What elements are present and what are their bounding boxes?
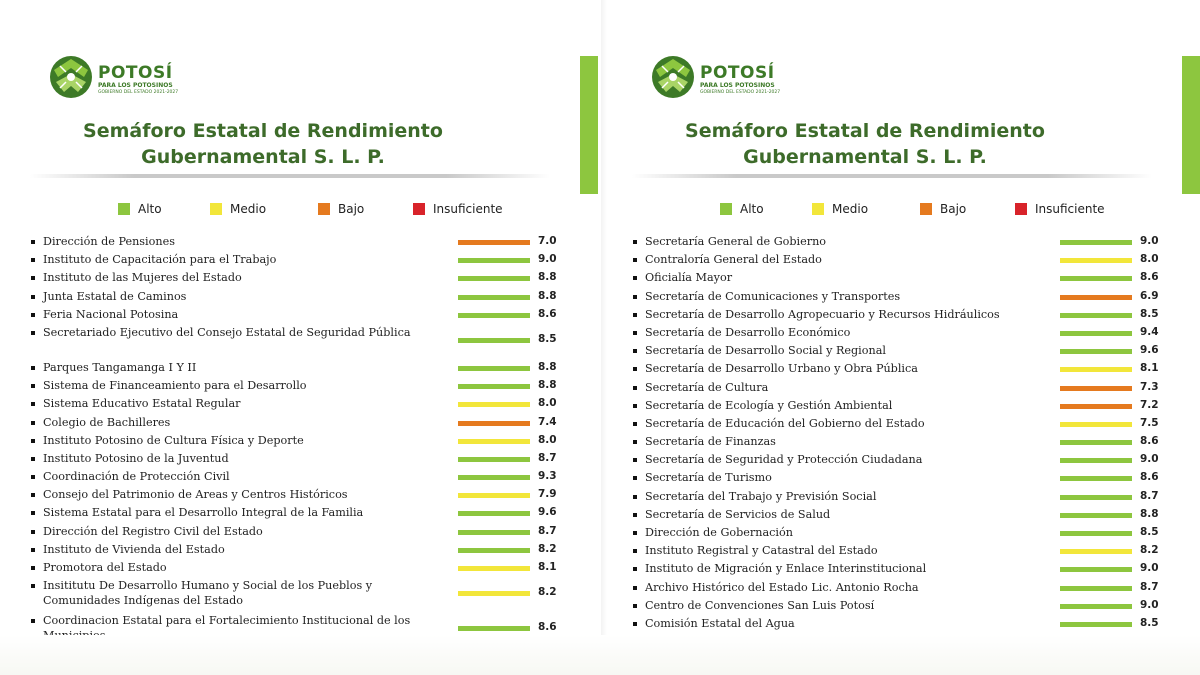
bullet-icon (633, 313, 637, 317)
dependency-list-right (630, 235, 1170, 635)
score-value: 9.6 (1140, 344, 1159, 357)
list-item (630, 435, 1170, 453)
potosi-mosaic-logo (48, 54, 94, 100)
item-name: Junta Estatal de Caminos (43, 289, 187, 303)
score-value: 8.8 (538, 360, 557, 373)
bullet-icon (31, 240, 35, 244)
score-bar-alto (458, 457, 530, 462)
item-name: Dirección de Pensiones (43, 235, 175, 248)
legend-swatch-bajo (318, 203, 330, 215)
score-value: 9.0 (538, 253, 557, 266)
score-value: 8.0 (1140, 253, 1159, 266)
score-bar-alto (458, 338, 530, 343)
bullet-icon (633, 404, 637, 408)
title-line-2: Gubernamental S. L. P. (743, 146, 987, 168)
score-value: 7.2 (1140, 398, 1159, 411)
score-bar-medio (1060, 549, 1132, 554)
score-bar-bajo (1060, 386, 1132, 391)
bullet-icon (633, 586, 637, 590)
list-item (630, 508, 1170, 526)
list-item (28, 488, 568, 506)
score-bar-medio (458, 566, 530, 571)
item-name: Sistema de Financeamiento para el Desarrollo (43, 379, 307, 393)
score-bar-alto (1060, 567, 1132, 572)
list-item (630, 308, 1170, 326)
item-name: Instituto Potosino de Cultura Física y Deporte (43, 433, 304, 447)
legend-swatch-insuficiente (413, 203, 425, 215)
brand-name: POTOSÍ (700, 63, 775, 83)
score-bar-alto (458, 295, 530, 300)
bullet-icon (31, 566, 35, 570)
list-item (28, 434, 568, 452)
score-value: 8.6 (1140, 471, 1159, 484)
bullet-icon (633, 476, 637, 480)
page-title (48, 118, 478, 170)
item-name: Consejo del Patrimonio de Areas y Centros Históricos (43, 488, 348, 502)
list-item (28, 290, 568, 308)
item-name: Secretaría de Seguridad y Protección Ciudadana (645, 453, 923, 467)
bullet-icon (633, 440, 637, 444)
score-bar-alto (458, 313, 530, 318)
panel-divider (601, 0, 607, 675)
bullet-icon (31, 258, 35, 262)
score-bar-alto (458, 258, 530, 263)
item-name: Secretaría de Educación del Gobierno del Estado (645, 416, 925, 430)
list-item (28, 561, 568, 579)
list-item (630, 453, 1170, 471)
item-name: Secretaría de Cultura (645, 380, 769, 394)
list-item (28, 416, 568, 434)
score-bar-bajo (458, 240, 530, 245)
bullet-icon (633, 604, 637, 608)
bullet-icon (31, 457, 35, 461)
brand-subline: GOBIERNO DEL ESTADO 2021-2027 (98, 90, 179, 95)
title-line-1: Semáforo Estatal de Rendimiento (685, 120, 1045, 142)
legend-swatch-insuficiente (1015, 203, 1027, 215)
bottom-fade (0, 635, 1200, 675)
list-item (28, 506, 568, 524)
list-item (630, 271, 1170, 289)
bullet-icon (633, 386, 637, 390)
legend-label: Medio (832, 202, 869, 216)
item-name: Instituto Registral y Catastral del Estado (645, 544, 878, 558)
item-name: Dirección del Registro Civil del Estado (43, 524, 263, 538)
score-value: 7.3 (1140, 380, 1159, 393)
bullet-icon (633, 295, 637, 299)
bullet-icon (31, 619, 35, 623)
score-bar-medio (458, 493, 530, 498)
item-name: Contraloría General del Estado (645, 253, 822, 267)
bullet-icon (633, 495, 637, 499)
list-item (630, 490, 1170, 508)
item-name: Coordinacion Estatal para el Fortalecimiento Institucional de los (43, 614, 411, 628)
list-item (28, 271, 568, 289)
item-name: Secretariado Ejecutivo del Consejo Estatal de Seguridad Pública (43, 325, 411, 339)
bullet-icon (31, 421, 35, 425)
score-bar-bajo (1060, 404, 1132, 409)
legend-label: Bajo (338, 202, 365, 216)
item-name: Instituto de Vivienda del Estado (43, 542, 225, 556)
score-bar-alto (1060, 513, 1132, 518)
item-name: Secretaría del Trabajo y Previsión Social (645, 489, 877, 503)
item-name: Secretaría de Comunicaciones y Transportes (645, 289, 901, 303)
list-item (630, 253, 1170, 271)
score-value: 7.9 (538, 488, 557, 501)
list-item (630, 326, 1170, 344)
bullet-icon (633, 331, 637, 335)
potosi-mosaic-logo (650, 54, 696, 100)
score-bar-alto (1060, 331, 1132, 336)
bullet-icon (31, 584, 35, 588)
score-value: 8.0 (538, 433, 557, 446)
list-item (630, 471, 1170, 489)
score-bar-alto (1060, 240, 1132, 245)
list-item (28, 470, 568, 488)
bullet-icon (633, 276, 637, 280)
score-bar-bajo (458, 421, 530, 426)
bullet-icon (31, 511, 35, 515)
item-name: Secretaría de Desarrollo Económico (645, 325, 851, 339)
bullet-icon (633, 567, 637, 571)
bullet-icon (633, 258, 637, 262)
score-bar-alto (1060, 476, 1132, 481)
legend-item-insuficiente (1015, 202, 1105, 216)
item-name: Instituto Potosino de la Juventud (43, 451, 229, 465)
bullet-icon (633, 349, 637, 353)
bullet-icon (31, 295, 35, 299)
item-name: Instituto de Migración y Enlace Interinstitucional (645, 562, 927, 576)
score-bar-alto (458, 626, 530, 631)
legend-swatch-alto (720, 203, 732, 215)
item-name: Secretaría de Turismo (645, 471, 772, 485)
legend-swatch-bajo (920, 203, 932, 215)
list-item (630, 362, 1170, 380)
score-bar-alto (1060, 586, 1132, 591)
green-accent-stripe (580, 56, 598, 194)
list-item (28, 361, 568, 379)
score-bar-alto (458, 475, 530, 480)
list-item (630, 581, 1170, 599)
item-name: Secretaría de Desarrollo Social y Regional (645, 344, 886, 358)
legend-label: Insuficiente (433, 202, 503, 216)
legend-label: Alto (138, 202, 162, 216)
bullet-icon (633, 458, 637, 462)
item-name: Colegio de Bachilleres (43, 415, 171, 429)
title-line-1: Semáforo Estatal de Rendimiento (83, 120, 443, 142)
item-name: Secretaría de Servicios de Salud (645, 507, 831, 521)
score-bar-alto (1060, 604, 1132, 609)
legend-swatch-medio (812, 203, 824, 215)
score-value: 9.0 (1140, 235, 1159, 247)
legend-item-bajo (920, 202, 966, 216)
list-item (630, 544, 1170, 562)
score-bar-alto (458, 511, 530, 516)
score-value: 8.7 (1140, 580, 1159, 593)
item-name: Oficialía Mayor (645, 271, 733, 285)
score-bar-alto (458, 384, 530, 389)
score-value: 9.4 (1140, 325, 1159, 338)
brand-tagline: PARA LOS POTOSINOS (98, 82, 173, 89)
score-bar-alto (1060, 458, 1132, 463)
item-name: Coordinación de Protección Civil (43, 470, 230, 484)
bullet-icon (31, 439, 35, 443)
score-bar-medio (458, 402, 530, 407)
score-value: 8.8 (538, 289, 557, 302)
bullet-icon (633, 367, 637, 371)
legend-swatch-medio (210, 203, 222, 215)
bullet-icon (31, 475, 35, 479)
score-value: 8.2 (1140, 544, 1159, 557)
list-item (28, 525, 568, 543)
list-item (28, 308, 568, 326)
legend-item-insuficiente (413, 202, 503, 216)
score-bar-alto (1060, 313, 1132, 318)
score-bar-alto (1060, 440, 1132, 445)
bullet-icon (31, 493, 35, 497)
green-accent-stripe (1182, 56, 1200, 194)
item-name: Secretaría de Desarrollo Urbano y Obra Pública (645, 362, 918, 376)
score-value: 8.2 (538, 542, 557, 555)
score-bar-medio (458, 591, 530, 596)
bullet-icon (633, 549, 637, 553)
score-value: 9.3 (538, 470, 557, 483)
right-panel (610, 40, 1200, 640)
list-item (28, 543, 568, 561)
score-value: 8.7 (1140, 489, 1159, 502)
score-value: 8.6 (538, 307, 557, 320)
score-value: 9.6 (538, 506, 557, 519)
item-name: Centro de Convenciones San Luis Potosí (645, 598, 875, 612)
score-bar-alto (1060, 276, 1132, 281)
score-value: 8.5 (1140, 616, 1159, 629)
bullet-icon (31, 276, 35, 280)
brand-block (700, 64, 780, 96)
score-value: 8.8 (1140, 507, 1159, 520)
score-value: 8.5 (1140, 307, 1159, 320)
score-value: 8.1 (1140, 362, 1159, 375)
list-item (28, 379, 568, 397)
score-value: 9.0 (1140, 598, 1159, 611)
list-item (630, 617, 1170, 635)
title-line-2: Gubernamental S. L. P. (141, 146, 385, 168)
header-divider (30, 174, 550, 178)
score-bar-alto (458, 530, 530, 535)
score-value: 9.0 (1140, 562, 1159, 575)
item-name: Comisión Estatal del Agua (645, 616, 795, 630)
bullet-icon (31, 384, 35, 388)
item-name: Dirección de Gobernación (645, 526, 793, 539)
bullet-icon (31, 366, 35, 370)
score-bar-alto (458, 366, 530, 371)
item-name: Insititutu De Desarrollo Humano y Social de los Pueblos y Comunidades Indígenas del Estado (43, 579, 373, 607)
score-bar-alto (1060, 531, 1132, 536)
list-item (28, 326, 568, 361)
list-item (28, 397, 568, 415)
score-value: 7.5 (1140, 416, 1159, 429)
score-value: 7.0 (538, 235, 557, 247)
legend-label: Bajo (940, 202, 967, 216)
score-bar-alto (1060, 622, 1132, 627)
score-value: 8.0 (538, 397, 557, 410)
legend-label: Medio (230, 202, 267, 216)
score-value: 8.7 (538, 524, 557, 537)
page-title (650, 118, 1080, 170)
bullet-icon (31, 313, 35, 317)
bullet-icon (633, 513, 637, 517)
score-value: 8.6 (1140, 435, 1159, 448)
score-bar-medio (1060, 367, 1132, 372)
score-value: 6.9 (1140, 289, 1159, 302)
bullet-icon (31, 530, 35, 534)
item-name: Secretaría de Finanzas (645, 435, 776, 449)
legend-item-medio (210, 202, 266, 216)
item-name: Secretaría de Desarrollo Agropecuario y Recursos Hidráulicos (645, 307, 1000, 321)
item-name: Secretaría de Ecología y Gestión Ambiental (645, 398, 893, 412)
list-item (28, 235, 568, 253)
score-bar-medio (1060, 258, 1132, 263)
score-value: 8.8 (538, 271, 557, 284)
legend-item-alto (720, 202, 764, 216)
legend (720, 202, 1140, 218)
list-item (630, 290, 1170, 308)
bullet-icon (31, 402, 35, 406)
list-item (28, 452, 568, 470)
brand-block (98, 64, 178, 96)
bullet-icon (31, 331, 35, 335)
score-bar-alto (1060, 495, 1132, 500)
legend-label: Insuficiente (1035, 202, 1105, 216)
item-name: Instituto de Capacitación para el Trabajo (43, 253, 277, 267)
brand-subline: GOBIERNO DEL ESTADO 2021-2027 (700, 90, 781, 95)
score-value: 8.5 (538, 332, 557, 345)
list-item (630, 526, 1170, 544)
legend-item-medio (812, 202, 868, 216)
legend-item-alto (118, 202, 162, 216)
brand-name: POTOSÍ (98, 63, 173, 83)
list-item (630, 399, 1170, 417)
score-bar-alto (1060, 349, 1132, 354)
score-bar-alto (458, 548, 530, 553)
list-item (630, 417, 1170, 435)
score-value: 8.6 (1140, 271, 1159, 284)
score-value: 8.6 (538, 621, 557, 634)
item-name: Secretaría General de Gobierno (645, 235, 827, 248)
item-name: Instituto de las Mujeres del Estado (43, 271, 242, 285)
score-bar-medio (458, 439, 530, 444)
item-name: Sistema Educativo Estatal Regular (43, 397, 241, 411)
score-value: 8.7 (538, 451, 557, 464)
item-name: Archivo Histórico del Estado Lic. Antonio Rocha (645, 580, 919, 594)
score-value: 9.0 (1140, 453, 1159, 466)
list-item (630, 344, 1170, 362)
score-value: 8.1 (538, 561, 557, 573)
legend-label: Alto (740, 202, 764, 216)
item-name: Sistema Estatal para el Desarrollo Integral de la Familia (43, 506, 364, 520)
score-bar-medio (1060, 422, 1132, 427)
score-bar-alto (458, 276, 530, 281)
left-panel (8, 40, 598, 640)
dependency-list-left (28, 235, 568, 649)
score-value: 7.4 (538, 415, 557, 428)
bullet-icon (633, 422, 637, 426)
item-name: Parques Tangamanga I Y II (43, 360, 197, 374)
score-value: 8.5 (1140, 526, 1159, 538)
score-value: 8.2 (538, 586, 557, 599)
list-item (28, 579, 568, 614)
list-item (630, 235, 1170, 253)
brand-tagline: PARA LOS POTOSINOS (700, 82, 775, 89)
legend-swatch-alto (118, 203, 130, 215)
legend (118, 202, 538, 218)
bullet-icon (633, 622, 637, 626)
list-item (630, 599, 1170, 617)
list-item (630, 562, 1170, 580)
list-item (630, 381, 1170, 399)
score-value: 8.8 (538, 379, 557, 392)
score-bar-bajo (1060, 295, 1132, 300)
bullet-icon (633, 531, 637, 535)
item-name: Promotora del Estado (43, 561, 167, 574)
bullet-icon (633, 240, 637, 244)
item-name: Feria Nacional Potosina (43, 307, 179, 321)
header-divider (632, 174, 1152, 178)
bullet-icon (31, 548, 35, 552)
legend-item-bajo (318, 202, 364, 216)
list-item (28, 253, 568, 271)
